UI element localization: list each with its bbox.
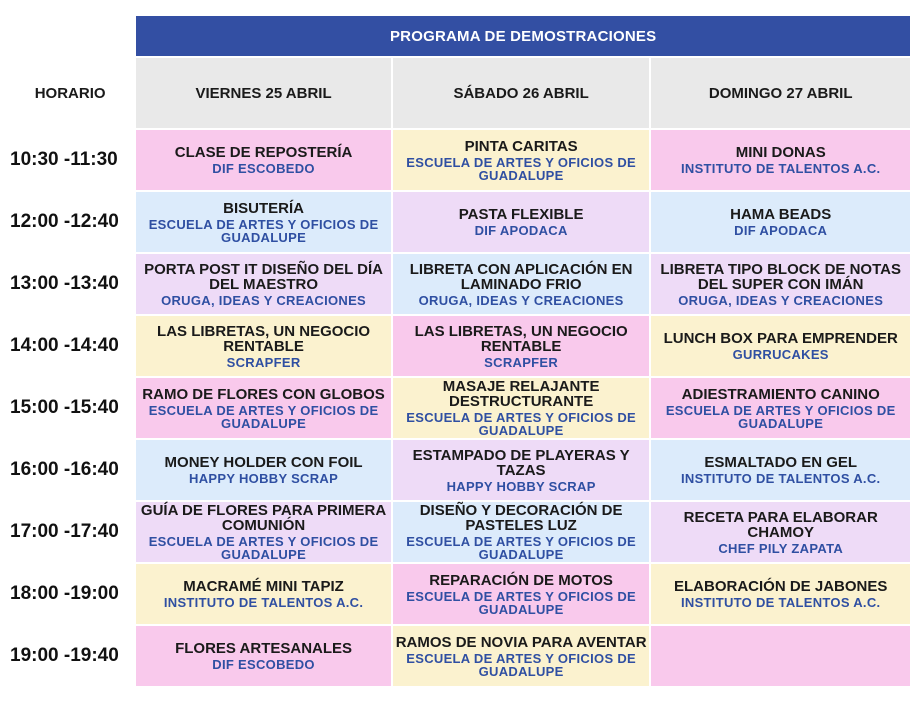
schedule-row (6, 502, 910, 562)
activity-cell-sunday (651, 502, 910, 562)
activity-cell-friday (136, 564, 391, 624)
organizer-name: GURRUCAKES (732, 347, 829, 362)
schedule-body (6, 130, 910, 686)
activity-title: MACRAMÉ MINI TAPIZ (183, 578, 344, 595)
activity-title: BISUTERÍA (223, 199, 304, 217)
time-slot: 18:00 -19:00 (6, 564, 134, 624)
activity-title: LUNCH BOX PARA EMPRENDER (663, 330, 898, 347)
activity-cell-friday (136, 502, 391, 562)
time-slot: 15:00 -15:40 (6, 378, 134, 438)
activity-title: MINI DONAS (735, 144, 826, 161)
time-slot: 13:00 -13:40 (6, 254, 134, 314)
activity-cell-saturday (393, 130, 650, 190)
organizer-name: ORUGA, IDEAS Y CREACIONES (418, 292, 624, 308)
schedule-row (6, 564, 910, 624)
organizer-name: ESCUELA DE ARTES Y OFICIOS DE GUADALUPE (406, 154, 636, 183)
activity-title: CLASE DE REPOSTERÍA (174, 144, 353, 161)
activity-title: PASTA FLEXIBLE (458, 206, 584, 223)
activity-cell-friday (136, 130, 391, 190)
schedule-row (6, 378, 910, 438)
activity-title: RAMOS DE NOVIA PARA AVENTAR (395, 633, 647, 651)
activity-title: GUÍA DE FLORES PARA PRIMERA COMUNIÓN (140, 502, 387, 534)
activity-title: MASAJE RELAJANTE DESTRUCTURANTE (442, 378, 600, 410)
activity-cell-sunday (651, 378, 910, 438)
activity-title: ESMALTADO EN GEL (704, 454, 858, 471)
organizer-name: ESCUELA DE ARTES Y OFICIOS DE GUADALUPE (406, 588, 636, 617)
activity-cell-saturday (393, 378, 650, 438)
organizer-name: DIF APODACA (474, 223, 568, 238)
activity-cell-saturday (393, 626, 650, 686)
organizer-name: DIF ESCOBEDO (212, 657, 315, 672)
time-slot: 14:00 -14:40 (6, 316, 134, 376)
activity-cell-friday (136, 440, 391, 500)
activity-title: RAMO DE FLORES CON GLOBOS (142, 385, 385, 403)
activity-title: PORTA POST IT DISEÑO DEL DÍA DEL MAESTRO (144, 260, 384, 293)
organizer-name: DIF ESCOBEDO (212, 161, 315, 176)
schedule-row (6, 626, 910, 686)
corner-blank (6, 16, 134, 56)
organizer-name: SCRAPFER (484, 354, 559, 370)
organizer-name: ESCUELA DE ARTES Y OFICIOS DE GUADALUPE (406, 534, 636, 562)
schedule-title: PROGRAMA DE DEMOSTRACIONES (136, 16, 910, 56)
activity-title: PINTA CARITAS (464, 137, 578, 155)
activity-cell-saturday (393, 440, 650, 500)
activity-cell-friday (136, 626, 391, 686)
activity-cell-sunday (651, 440, 910, 500)
organizer-name: ESCUELA DE ARTES Y OFICIOS DE GUADALUPE (148, 534, 379, 562)
day-header-saturday: SÁBADO 26 ABRIL (393, 58, 650, 128)
organizer-name: INSTITUTO DE TALENTOS A.C. (163, 595, 364, 610)
time-slot: 12:00 -12:40 (6, 192, 134, 252)
activity-title: RECETA PARA ELABORAR CHAMOY (683, 508, 878, 541)
activity-title: ADIESTRAMIENTO CANINO (681, 385, 880, 403)
activity-title: LAS LIBRETAS, UN NEGOCIO RENTABLE (414, 322, 628, 355)
activity-cell-saturday (393, 316, 650, 376)
activity-title: MONEY HOLDER CON FOIL (164, 454, 363, 471)
activity-title: HAMA BEADS (730, 206, 832, 223)
activity-cell-saturday (393, 254, 650, 314)
organizer-name: ESCUELA DE ARTES Y OFICIOS DE GUADALUPE (148, 216, 379, 245)
time-slot: 19:00 -19:40 (6, 626, 134, 686)
organizer-name: INSTITUTO DE TALENTOS A.C. (680, 471, 881, 486)
organizer-name: DIF APODACA (734, 223, 828, 238)
time-slot: 17:00 -17:40 (6, 502, 134, 562)
activity-title: LIBRETA TIPO BLOCK DE NOTAS DEL SUPER CON IMÁN (660, 260, 901, 293)
organizer-name: ESCUELA DE ARTES Y OFICIOS DE GUADALUPE (406, 410, 636, 438)
activity-title: ELABORACIÓN DE JABONES (674, 578, 888, 595)
organizer-name: CHEF PILY ZAPATA (718, 540, 844, 556)
schedule-row (6, 254, 910, 314)
organizer-name: ESCUELA DE ARTES Y OFICIOS DE GUADALUPE (406, 650, 636, 679)
activity-cell-saturday (393, 192, 650, 252)
organizer-name: ESCUELA DE ARTES Y OFICIOS DE GUADALUPE (148, 402, 379, 431)
activity-title: FLORES ARTESANALES (175, 640, 353, 657)
activity-cell-saturday (393, 564, 650, 624)
schedule-row (6, 440, 910, 500)
day-header-friday: VIERNES 25 ABRIL (136, 58, 391, 128)
activity-cell-friday (136, 316, 391, 376)
activity-title: LIBRETA CON APLICACIÓN EN LAMINADO FRIO (409, 260, 633, 293)
organizer-name: INSTITUTO DE TALENTOS A.C. (680, 595, 881, 610)
activity-cell-sunday (651, 316, 910, 376)
activity-cell-sunday (651, 564, 910, 624)
activity-title: LAS LIBRETAS, UN NEGOCIO RENTABLE (157, 322, 371, 355)
time-slot: 16:00 -16:40 (6, 440, 134, 500)
activity-title: REPARACIÓN DE MOTOS (429, 571, 613, 589)
activity-cell-friday (136, 192, 391, 252)
horario-header: HORARIO (6, 58, 134, 128)
schedule-row (6, 130, 910, 190)
organizer-name: ORUGA, IDEAS Y CREACIONES (678, 292, 884, 308)
organizer-name: ORUGA, IDEAS Y CREACIONES (161, 292, 367, 308)
activity-cell-sunday (651, 254, 910, 314)
organizer-name: HAPPY HOBBY SCRAP (189, 471, 339, 486)
activity-cell-saturday (393, 502, 650, 562)
time-slot: 10:30 -11:30 (6, 130, 134, 190)
schedule-row (6, 192, 910, 252)
activity-cell-friday (136, 378, 391, 438)
activity-title: DISEÑO Y DECORACIÓN DE PASTELES LUZ (419, 502, 623, 534)
organizer-name: HAPPY HOBBY SCRAP (446, 478, 596, 494)
day-header-sunday: DOMINGO 27 ABRIL (651, 58, 910, 128)
organizer-name: SCRAPFER (226, 354, 301, 370)
activity-cell-friday (136, 254, 391, 314)
activity-cell-sunday (651, 626, 910, 686)
schedule-table (4, 14, 912, 688)
organizer-name: INSTITUTO DE TALENTOS A.C. (680, 161, 881, 176)
activity-cell-sunday (651, 130, 910, 190)
organizer-name: ESCUELA DE ARTES Y OFICIOS DE GUADALUPE (665, 402, 896, 431)
schedule-row (6, 316, 910, 376)
activity-cell-sunday (651, 192, 910, 252)
activity-title: ESTAMPADO DE PLAYERAS Y TAZAS (412, 446, 630, 479)
